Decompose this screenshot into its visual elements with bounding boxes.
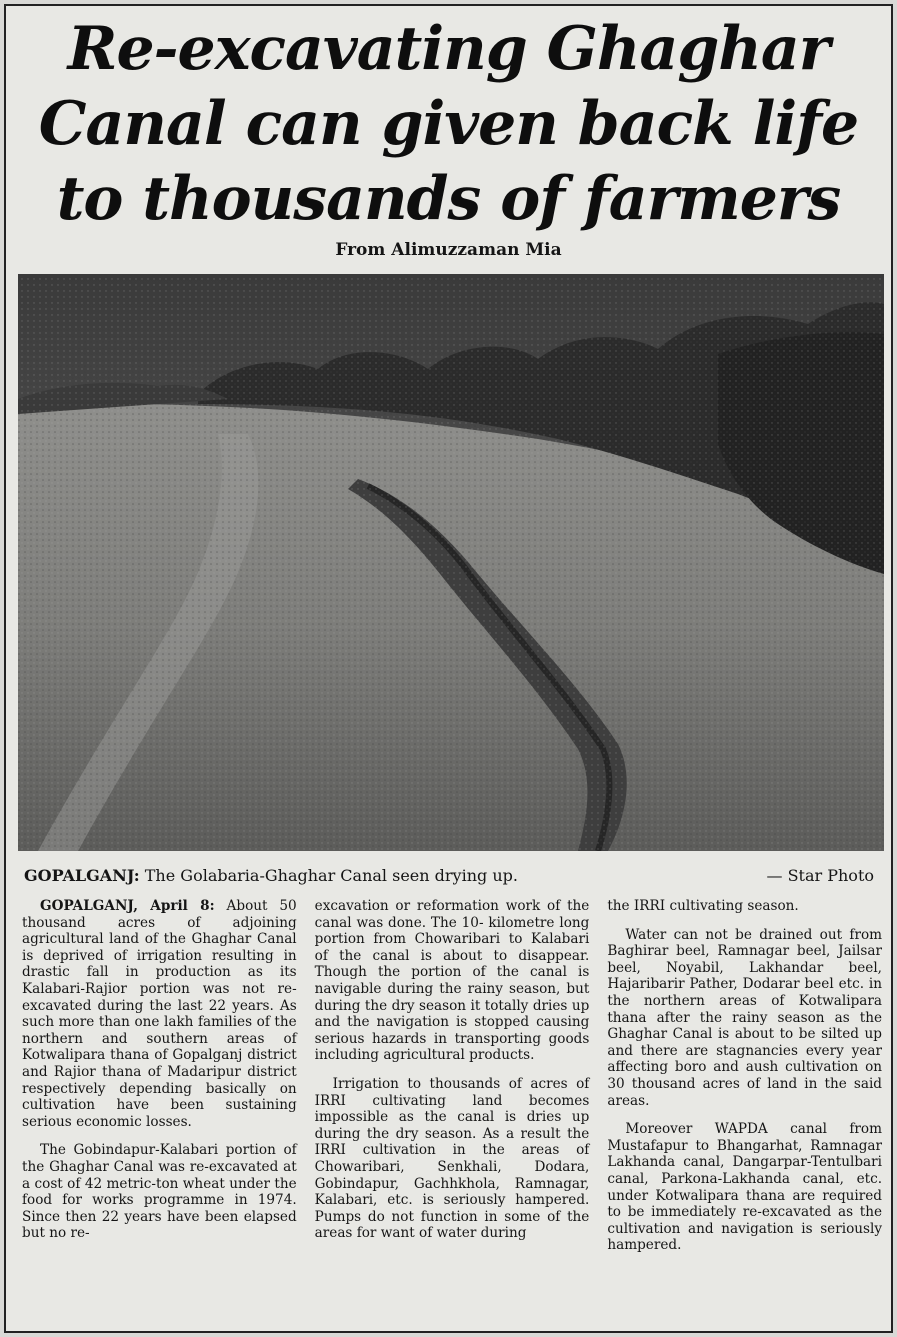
paragraph: the IRRI cultivating season. (607, 898, 799, 914)
headline (6, 12, 891, 237)
article-column-3 (607, 898, 882, 1328)
paragraph: Water can not be drained out from Baghirar beel, Ramnagar beel, Jailsar beel, Noyabil, Lakhandar beel, Hajaribarir Pather, Dodarar beel etc. in the northern areas of Kotwalipara thana after the rainy season as the Ghaghar Canal is about to be silted up and there are stagnancies every year affecting boro and aush cultivation on 30 thousand acres of land in the said areas. (607, 926, 883, 1109)
photo-caption (24, 862, 874, 890)
paragraph: Irrigation to thousands of acres of IRRI cultivating land becomes impossible as the canal is dries up during the dry season. As a result the IRRI cultivation in the areas of Chowaribari, Senkhali, Dodara, Gobindapur, Gachhkhola, Ramnagar, Kalabari, etc. is seriously hampered. Pumps do not function in some of the areas for want of water during (314, 1075, 590, 1242)
article-column-1 (22, 898, 297, 1328)
caption-text: The Golabaria-Ghaghar Canal seen drying up. (139, 866, 518, 885)
headline-line-1: Re-excavating Ghaghar (67, 14, 830, 84)
headline-line-3: to thousands of farmers (56, 164, 841, 234)
dateline: GOPALGANJ, April 8: (40, 898, 215, 914)
article-body (22, 898, 882, 1328)
paragraph (22, 898, 297, 1130)
article-column-2 (315, 898, 590, 1328)
paragraph: excavation or reformation work of the canal was done. The 10- kilometre long portion from Chowaribari to Kalabari of the canal is about to disappear. Though the portion of the canal is navigable during the rainy season, but during the dry season it totally dries up and the navigation is stopped causing serious hazards in transporting goods including agricultural products. (314, 898, 590, 1064)
canal-photo (18, 274, 884, 851)
headline-line-2: Canal can given back life (38, 89, 859, 159)
photo-credit: — Star Photo (766, 866, 874, 885)
paragraph-text: About 50 thousand acres of adjoining agricultural land of the Ghaghar Canal is deprived of irrigation resulting in drastic fall in production as its Kalabari-Rajior portion was not re-excavated during the last 22 years. As such more than one lakh families of the northern and southern areas of Kotwalipara thana of Gopalganj district and Rajior thana of Madaripur district respectively depending basically on cultivation have been sustaining serious economic losses. (22, 898, 297, 1130)
paragraph: The Gobindapur-Kalabari portion of the Ghaghar Canal was re-excavated at a cost of 42 metric-ton wheat under the food for works programme in 1974. Since then 22 years have been elapsed but no re- (22, 1142, 297, 1242)
paragraph: Moreover WAPDA canal from Mustafapur to Bhangarhat, Ramnagar Lakhanda canal, Dangarpar-Tentulbari canal, Parkona-Lakhanda canal, etc. under Kotwalipara thana are required to be immediately re-excavated as the cultivation and navigation is seriously hampered. (607, 1121, 883, 1254)
caption-place: GOPALGANJ: (24, 866, 140, 885)
byline: From Alimuzzaman Mia (335, 240, 562, 260)
